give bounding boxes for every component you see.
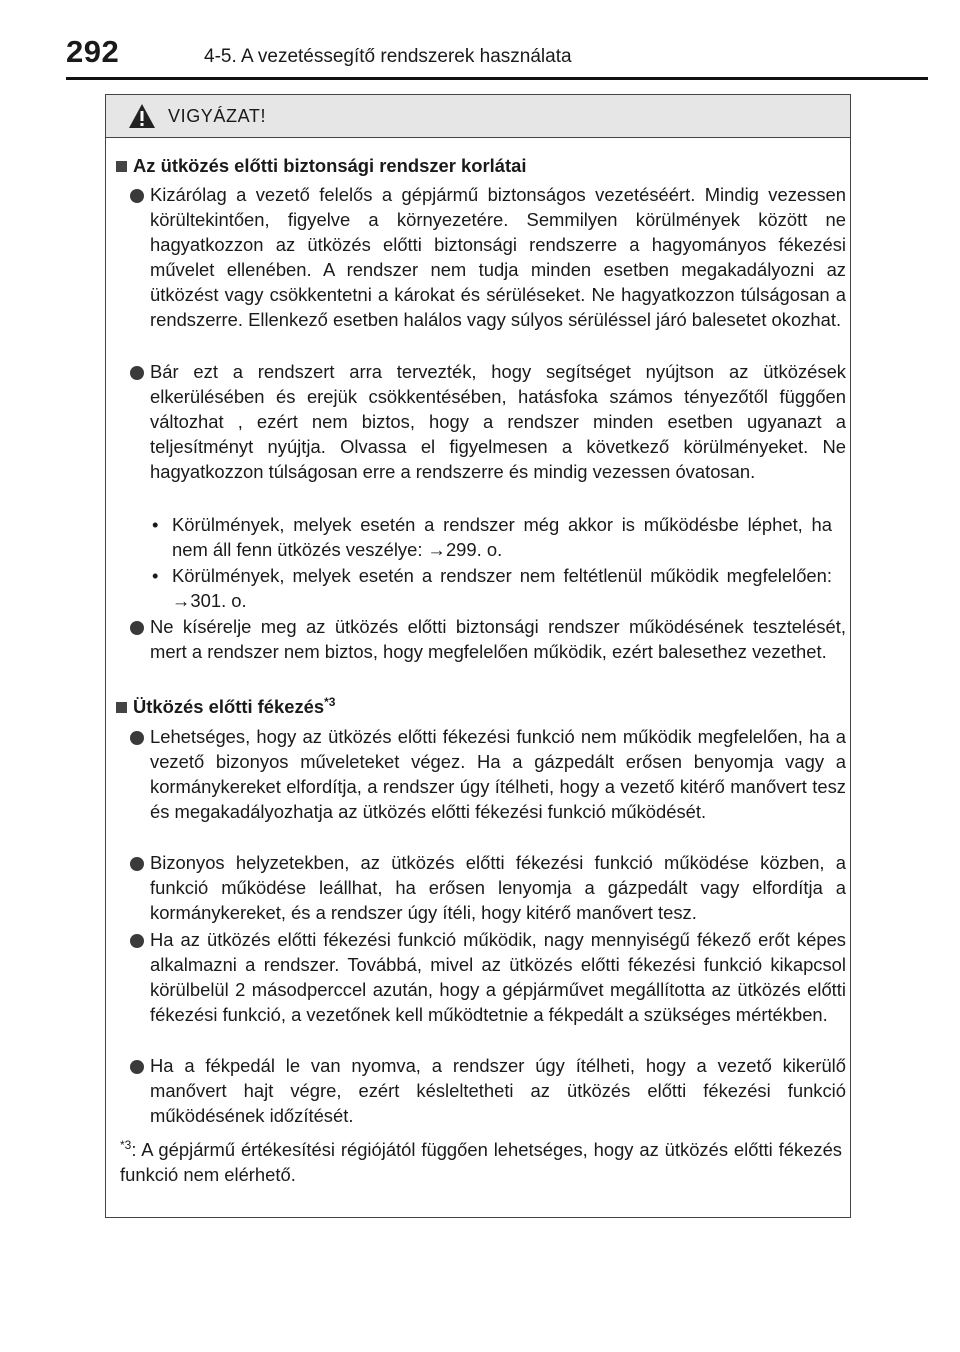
round-bullet-icon — [130, 731, 144, 745]
caution-title: VIGYÁZAT! — [168, 106, 267, 126]
square-bullet-icon — [116, 161, 127, 172]
round-bullet-icon — [130, 1060, 144, 1074]
page-number: 292 — [66, 34, 120, 69]
bullet-paragraph: Ne kísérelje meg az ütközés előtti biztonsági rendszer működésének tesztelését, mert a rendszer nem biztos, hogy megfelelően működik, ezért balesethez vezethet. — [150, 616, 846, 662]
footnote-ref: *3 — [324, 694, 336, 709]
bullet-paragraph: Ha a fékpedál le van nyomva, a rendszer úgy ítélheti, hogy a vezető kikerülő manővert hajt végre, ezért késleltetheti az ütközés előtti fékezési funkció működésének időzítését. — [150, 1055, 846, 1126]
bullet-paragraph: Lehetséges, hogy az ütközés előtti fékezési funkció nem működik megfelelően, ha a vezető bizonyos műveleteket végez. Ha a gázpedált erősen benyomja vagy a kormánykereket elfordítja, a rendszer úgy ítélheti, hogy a vezető kitérő manővert tesz és megakadályozhatja az ütközés előtti fékezési funkció működését. — [150, 726, 846, 822]
round-bullet-icon — [130, 366, 144, 380]
footnote-text: : A gépjármű értékesítési régiójától függően lehetséges, hogy az ütközés előtti fékezés funkció nem elérhető. — [120, 1139, 842, 1185]
footnote — [120, 1137, 842, 1187]
bullet-paragraph: Ha az ütközés előtti fékezési funkció működik, nagy mennyiségű fékező erőt képes alkalmazni a rendszer. Továbbá, mivel az ütközés előtti fékezési funkció kikapcsol körülbelül 2 másodperccel azután, hogy a gépjárművet megállította az ütközés előtti fékezési funkció, a vezetőnek kell működtetnie a fékpedált a szükséges mértékben. — [150, 929, 846, 1025]
caution-header — [106, 95, 850, 138]
header-rule — [66, 77, 928, 80]
footnote-mark: *3 — [120, 1137, 132, 1152]
sub-bullet-item: • Körülmények, melyek esetén a rendszer nem feltétlenül működik megfelelően: →301. o. — [152, 565, 832, 611]
round-bullet-icon — [130, 934, 144, 948]
round-bullet-icon — [130, 857, 144, 871]
bullet-paragraph: Bizonyos helyzetekben, az ütközés előtti fékezési funkció működése közben, a funkció működése leállhat, ha erősen lenyomja a gázpedált vagy elfordítja a kormánykereket, és a rendszer úgy ítéli, hogy kitérő manővert tesz. — [150, 852, 846, 923]
warning-icon — [128, 103, 156, 129]
sub-bullet-icon: • — [152, 565, 159, 586]
caution-box — [105, 94, 851, 1218]
section-title: 4-5. A vezetéssegítő rendszerek használata — [204, 46, 572, 67]
round-bullet-icon — [130, 189, 144, 203]
page-header — [66, 34, 926, 74]
section-heading: Az ütközés előtti biztonsági rendszer korlátai — [116, 153, 526, 178]
sub-bullet-icon: • — [152, 514, 159, 535]
bullet-paragraph: Bár ezt a rendszert arra tervezték, hogy segítséget nyújtson az ütközések elkerülésében és erejük csökkentésében, hatásfoka számos tényezőtől függően változhat , ezért nem biztos, hogy a rendszer minden esetben ugyanazt a teljesítményt nyújtja. Olvassa el figyelmesen a következő körülményeket. Ne hagyatkozzon túlságosan erre a rendszerre és mindig vezessen óvatosan. — [150, 361, 846, 482]
bullet-paragraph: Kizárólag a vezető felelős a gépjármű biztonságos vezetéséért. Mindig vezessen körültekintően, figyelve a környezetére. Semmilyen körülmények között ne hagyatkozzon az ütközés előtti biztonsági rendszerre a hagyományos fékezési művelet ellenében. A rendszer nem tudja minden esetben megakadályozni az ütközést vagy csökkentetni a károkat és sérüléseket. Ne hagyatkozzon túlságosan a rendszerre. Ellenkező esetben halálos vagy súlyos sérüléssel járó balesetet okozhat. — [150, 184, 846, 330]
section-heading: Ütközés előtti fékezés$^{*3}$ — [116, 694, 335, 719]
round-bullet-icon — [130, 621, 144, 635]
square-bullet-icon — [116, 702, 127, 713]
sub-bullet-item: • Körülmények, melyek esetén a rendszer még akkor is működésbe léphet, ha nem áll fenn ütközés veszélye: →299. o. — [152, 514, 832, 560]
